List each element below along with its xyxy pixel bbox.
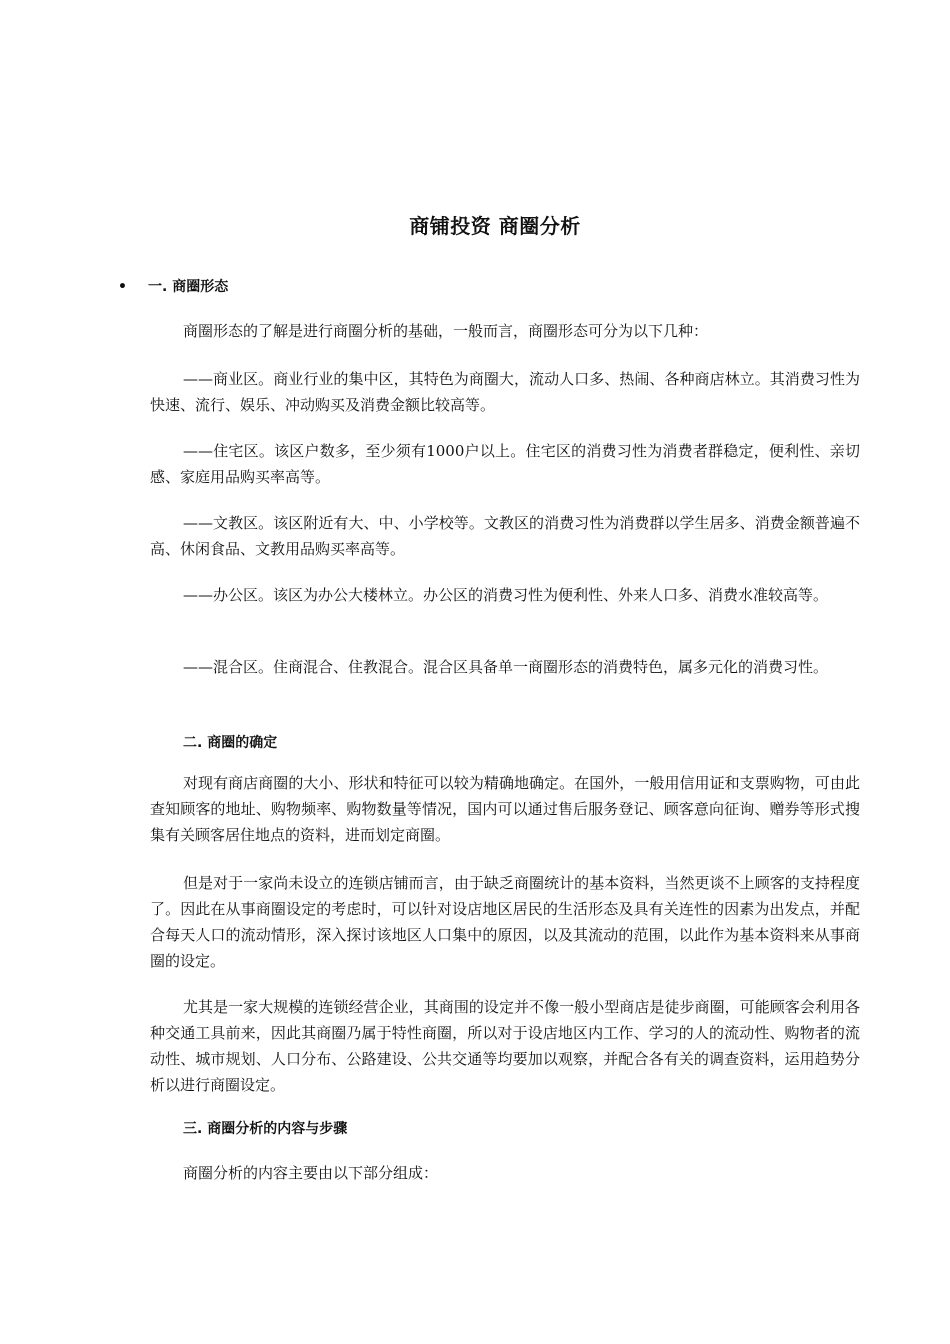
zone-education-paragraph: ——文教区。该区附近有大、中、小学校等。文教区的消费习性为消费群以学生居多、消费金额普遍不高、休闲食品、文教用品购买率高等。 — [150, 514, 860, 558]
section-2-paragraph-2: 但是对于一家尚未设立的连锁店铺而言，由于缺乏商圈统计的基本资料，当然更谈不上顾客的支持程度了。因此在从事商圈设定的考虑时，可以针对设店地区居民的生活形态及具有关连性的因素为出发点，并配合每天人口的流动情形，深入探讨该地区人口集中的原因，以及其流动的范围，以此作为基本资料来从事商圈的设定。 — [150, 874, 860, 970]
zone-office-paragraph: ——办公区。该区为办公大楼林立。办公区的消费习性为便利性、外来人口多、消费水准较高等。 — [183, 586, 829, 604]
zone-residential-paragraph: ——住宅区。该区户数多，至少须有1000户以上。住宅区的消费习性为消费者群稳定，便利性、亲切感、家庭用品购买率高等。 — [150, 442, 860, 486]
document-title: 商铺投资 商圈分析 — [409, 214, 581, 238]
section-1-heading: 一. 商圈形态 — [148, 279, 229, 295]
section-3-intro: 商圈分析的内容主要由以下部分组成： — [183, 1164, 439, 1182]
section-1-heading-row — [118, 276, 228, 296]
zone-commercial-paragraph: ——商业区。商业行业的集中区，其特色为商圈大，流动人口多、热闹、各种商店林立。其消费习性为快速、流行、娱乐、冲动购买及消费金额比较高等。 — [150, 370, 860, 414]
section-1-intro: 商圈形态的了解是进行商圈分析的基础，一般而言，商圈形态可分为以下几种： — [183, 322, 709, 340]
section-3-heading: 三. 商圈分析的内容与步骤 — [183, 1121, 348, 1137]
section-2-heading: 二. 商圈的确定 — [183, 735, 278, 751]
section-2-paragraph-1: 对现有商店商圈的大小、形状和特征可以较为精确地确定。在国外，一般用信用证和支票购物，可由此查知顾客的地址、购物频率、购物数量等情况，国内可以通过售后服务登记、顾客意向征询、赠券等形式搜集有关顾客居住地点的资料，进而划定商圈。 — [150, 774, 860, 844]
bullet-icon: • — [118, 279, 127, 295]
section-2-paragraph-3: 尤其是一家大规模的连锁经营企业，其商围的设定并不像一般小型商店是徒步商圈，可能顾客会利用各种交通工具前来，因此其商圈乃属于特性商圈，所以对于设店地区内工作、学习的人的流动性、购物者的流动性、城市规划、人口分布、公路建设、公共交通等均要加以观察，并配合各有关的调查资料，运用趋势分析以进行商圈设定。 — [150, 998, 860, 1094]
zone-mixed-paragraph: ——混合区。住商混合、住教混合。混合区具备单一商圈形态的消费特色，属多元化的消费习性。 — [183, 658, 829, 676]
